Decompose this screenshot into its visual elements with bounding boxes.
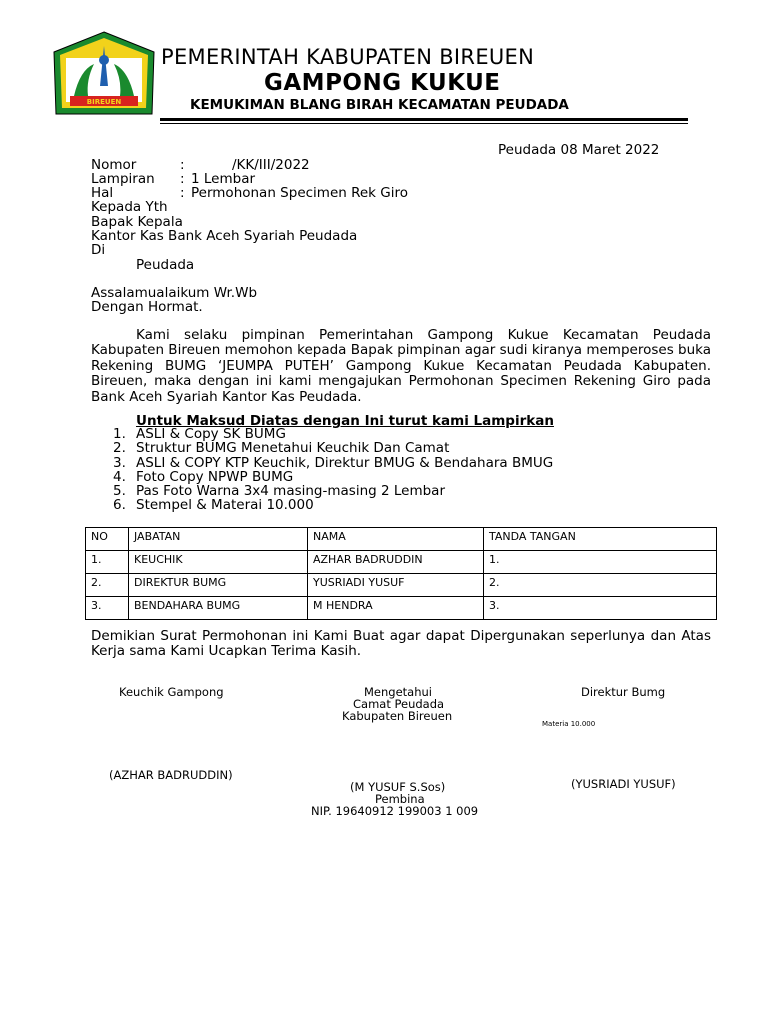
recipient-line: Kepada Yth [91, 199, 168, 215]
list-item: 2. Struktur BUMG Menetahui Keuchik Dan Camat [113, 440, 450, 457]
bireuen-emblem-logo [50, 30, 158, 120]
meta-label: Lampiran [91, 171, 155, 187]
list-item: 6. Stempel & Materai 10.000 [113, 497, 314, 514]
table-row [86, 597, 717, 620]
table-cell: DIREKTUR BUMG [129, 574, 308, 597]
recipient-line: Kantor Kas Bank Aceh Syariah Peudada [91, 228, 358, 244]
attachments-heading: Untuk Maksud Diatas dengan Ini turut kami Lampirkan [136, 413, 554, 429]
table-cell: 3. [484, 597, 717, 620]
signature-center-title: Mengetahui [364, 685, 432, 699]
signatories-table [85, 527, 717, 620]
signature-center-rank: Pembina [375, 792, 425, 806]
stamp-duty-note: Materia 10.000 [542, 720, 596, 728]
meta-value: /KK/III/2022 [232, 157, 310, 173]
body-paragraph-text: Kami selaku pimpinan Pemerintahan Gampong Kukue Kecamatan Peudada Kabupaten Bireuen memohon kepada Bapak pimpinan agar sudi kiranya memperoses buka Rekening BUMG ‘JEUMPA PUTEH’ Gampong Kukue Kecamatan Peudada Kabupaten. Bireuen, maka dengan ini kami mengajukan Permohonan Specimen Rekening Giro pada Bank Aceh Syariah Kantor Kas Peudada. [91, 327, 711, 405]
header-subdistrict-title: KEMUKIMAN BLANG BIRAH KECAMATAN PEUDADA [190, 97, 569, 113]
meta-separator: : [180, 185, 185, 201]
table-cell: 2. [86, 574, 129, 597]
signature-left-name: (AZHAR BADRUDDIN) [109, 768, 233, 782]
table-row [86, 574, 717, 597]
header-village-title: GAMPONG KUKUE [264, 70, 501, 96]
header-divider-thick [160, 118, 688, 121]
greeting-respect: Dengan Hormat. [91, 299, 203, 315]
signature-center-name: (M YUSUF S.Sos) [350, 780, 446, 794]
list-item: 3. ASLI & COPY KTP Keuchik, Direktur BMUG & Bendahara BMUG [113, 454, 554, 471]
closing-paragraph: Demikian Surat Permohonan ini Kami Buat agar dapat Dipergunakan seperlunya dan Atas Kerja sama Kami Ucapkan Terima Kasih. [91, 628, 711, 660]
list-item: 1. ASLI & Copy SK BUMG [113, 426, 286, 442]
list-item: 5. Pas Foto Warna 3x4 masing-masing 2 Lembar [113, 483, 446, 500]
table-cell: KEUCHIK [129, 551, 308, 574]
table-cell: 3. [86, 597, 129, 620]
table-row [86, 551, 717, 574]
signature-right-title: Direktur Bumg [581, 685, 666, 699]
table-header-cell: JABATAN [129, 528, 308, 551]
body-paragraph [91, 328, 711, 405]
meta-label: Nomor [91, 157, 137, 173]
recipient-line: Di [91, 242, 106, 258]
signature-right-name: (YUSRIADI YUSUF) [571, 777, 676, 791]
meta-separator: : [180, 157, 185, 173]
meta-label: Hal [91, 185, 114, 201]
table-header-row [86, 528, 717, 551]
signature-left-title: Keuchik Gampong [119, 685, 224, 699]
letter-date: Peudada 08 Maret 2022 [498, 142, 660, 158]
header-government-title: PEMERINTAH KABUPATEN BIREUEN [161, 45, 535, 69]
meta-value: 1 Lembar [191, 171, 256, 187]
list-item: 4. Foto Copy NPWP BUMG [113, 468, 294, 485]
table-cell: 1. [484, 551, 717, 574]
table-header-cell: NAMA [308, 528, 484, 551]
meta-separator: : [180, 171, 185, 187]
attachments-list [113, 427, 553, 513]
logo-text: BIREUEN [86, 98, 122, 106]
signature-center-title: Kabupaten Bireuen [342, 709, 453, 723]
table-cell: BENDAHARA BUMG [129, 597, 308, 620]
table-header-cell: NO [86, 528, 129, 551]
table-header-cell: TANDA TANGAN [484, 528, 717, 551]
recipient-line: Peudada [136, 257, 195, 273]
table-cell: M HENDRA [308, 597, 484, 620]
table-cell: 2. [484, 574, 717, 597]
table-cell: 1. [86, 551, 129, 574]
recipient-line: Bapak Kepala [91, 214, 183, 230]
table-cell: YUSRIADI YUSUF [308, 574, 484, 597]
meta-value: Permohonan Specimen Rek Giro [191, 185, 409, 201]
signature-center-nip: NIP. 19640912 199003 1 009 [311, 804, 479, 818]
signature-center-title: Camat Peudada [353, 697, 445, 711]
greeting-salam: Assalamualaikum Wr.Wb [91, 285, 258, 301]
header-divider-thin [160, 123, 688, 124]
table-cell: AZHAR BADRUDDIN [308, 551, 484, 574]
